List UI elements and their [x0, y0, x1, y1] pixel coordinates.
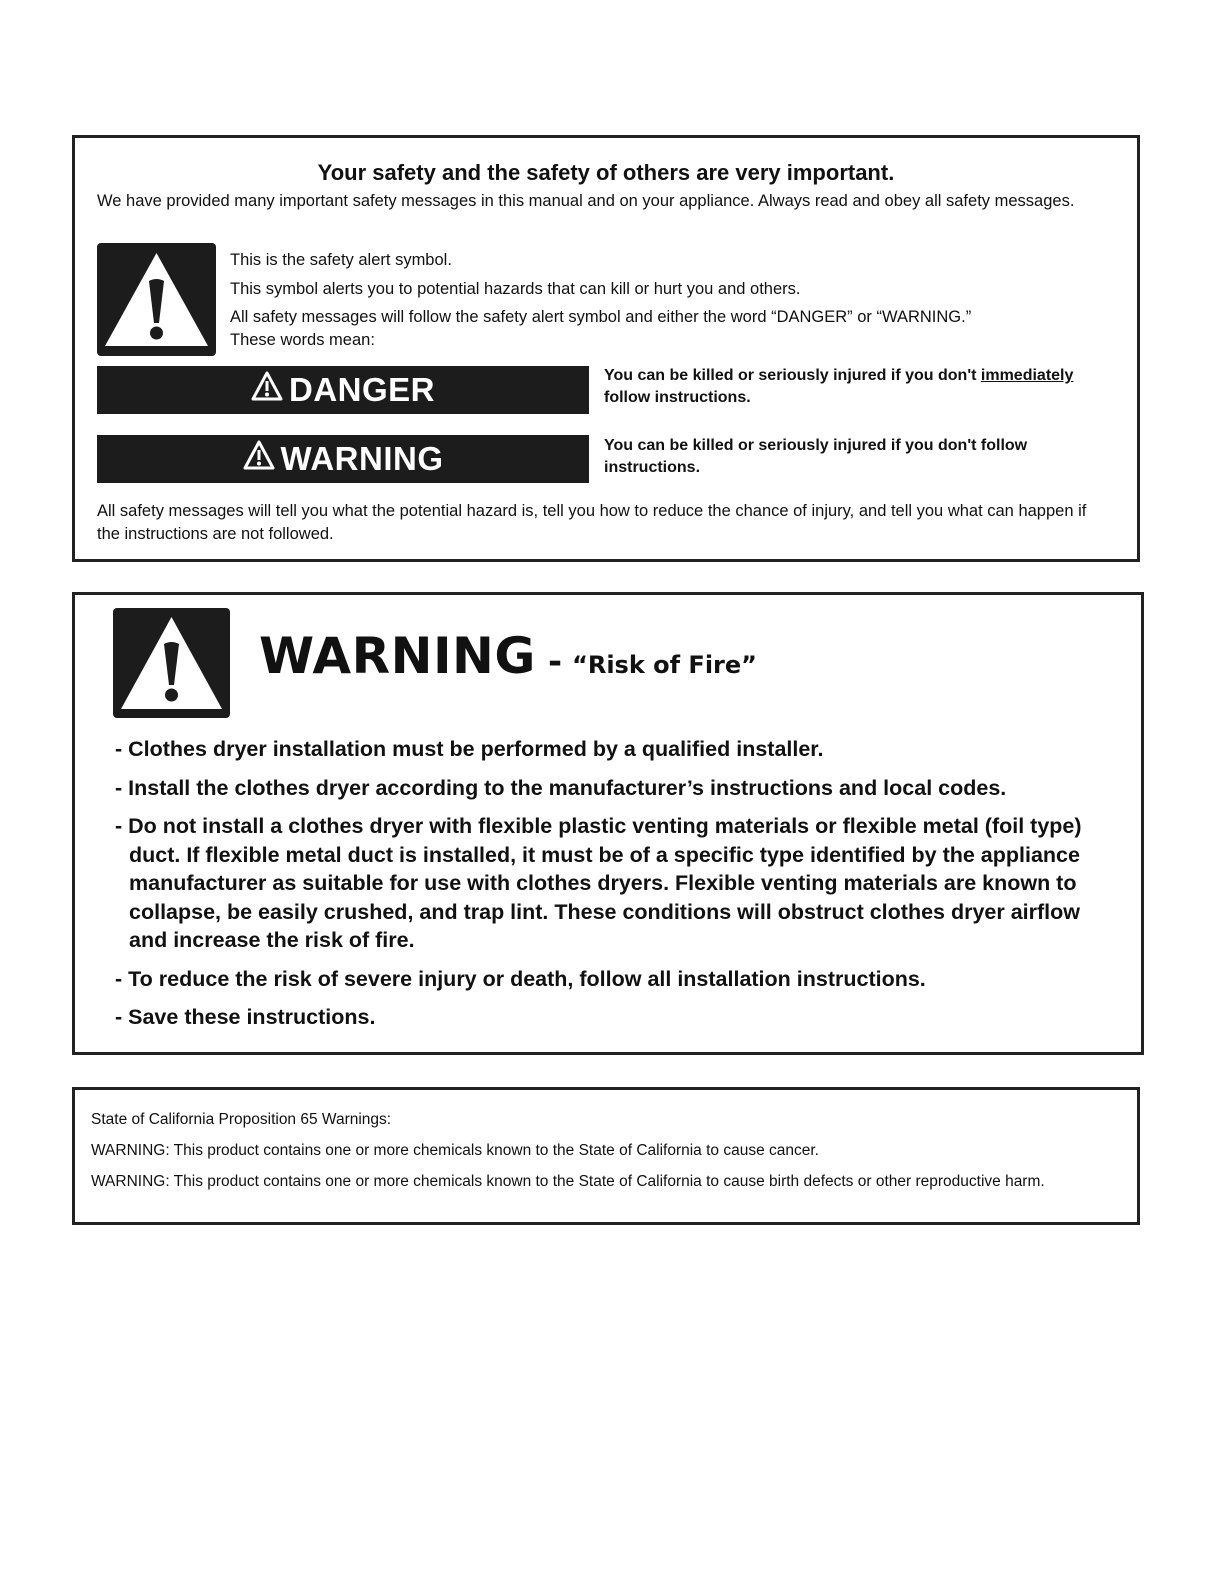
fire-warning-box [72, 592, 1144, 1055]
warning-signal-bar [97, 435, 589, 483]
fire-warning-heading [259, 627, 757, 685]
safety-alert-triangle-icon [113, 608, 230, 718]
small-alert-triangle-icon [251, 371, 283, 409]
safety-title: Your safety and the safety of others are very important. [317, 160, 895, 185]
list-item: - Do not install a clothes dryer with flexible plastic venting materials or flexible metal (foil type) duct. If flexible metal duct is installed, it must be of a specific type identified by the appliance manufacturer as suitable for use with clothes dryers. Flexible venting materials are known to collapse, be easily crushed, and trap lint. These conditions will obstruct clothes dryer airflow and increase the risk of fire. [115, 814, 1082, 952]
safety-intro: We have provided many important safety messages in this manual and on your appliance. Always read and obey all safety messages. [97, 192, 1075, 210]
list-item: - To reduce the risk of severe injury or death, follow all installation instructions. [115, 966, 926, 991]
safety-alert-triangle-icon [97, 243, 216, 356]
fire-warning-dash: - [547, 642, 563, 682]
prop65-cancer-warning: WARNING: This product contains one or more chemicals known to the State of California to cause cancer. [91, 1142, 819, 1159]
fire-warning-subheading: “Risk of Fire” [572, 651, 757, 679]
prop65-box [72, 1087, 1140, 1225]
symbol-line-2: This symbol alerts you to potential hazards that can kill or hurt you and others. [230, 280, 801, 298]
symbol-line-4: These words mean: [230, 331, 375, 349]
list-item: - Save these instructions. [115, 1005, 376, 1029]
small-alert-triangle-icon [243, 440, 275, 478]
safety-footer: All safety messages will tell you what the potential hazard is, tell you how to reduce the chance of injury, and tell you what can happen if the instructions are not followed. [97, 502, 1087, 543]
warning-label: WARNING [280, 440, 444, 477]
fire-warning-list [115, 735, 1121, 1042]
fire-warning-word: WARNING [259, 627, 536, 685]
list-item: - Clothes dryer installation must be performed by a qualified installer. [115, 737, 824, 761]
warning-description: You can be killed or seriously injured if you don't follow instructions. [604, 437, 1028, 476]
symbol-line-3: All safety messages will follow the safety alert symbol and either the word “DANGER” or “WARNING.” [230, 308, 972, 326]
danger-description: You can be killed or seriously injured if you don't immediately follow instructions. [604, 367, 1074, 406]
list-item: - Install the clothes dryer according to the manufacturer’s instructions and local codes. [115, 775, 1007, 800]
prop65-title: State of California Proposition 65 Warnings: [91, 1111, 392, 1128]
danger-label: DANGER [288, 371, 435, 408]
safety-info-box [72, 135, 1140, 562]
danger-signal-bar [97, 366, 589, 414]
symbol-line-1: This is the safety alert symbol. [230, 251, 452, 269]
prop65-birth-defects-warning: WARNING: This product contains one or more chemicals known to the State of California to cause birth defects or other reproductive harm. [91, 1173, 1045, 1190]
